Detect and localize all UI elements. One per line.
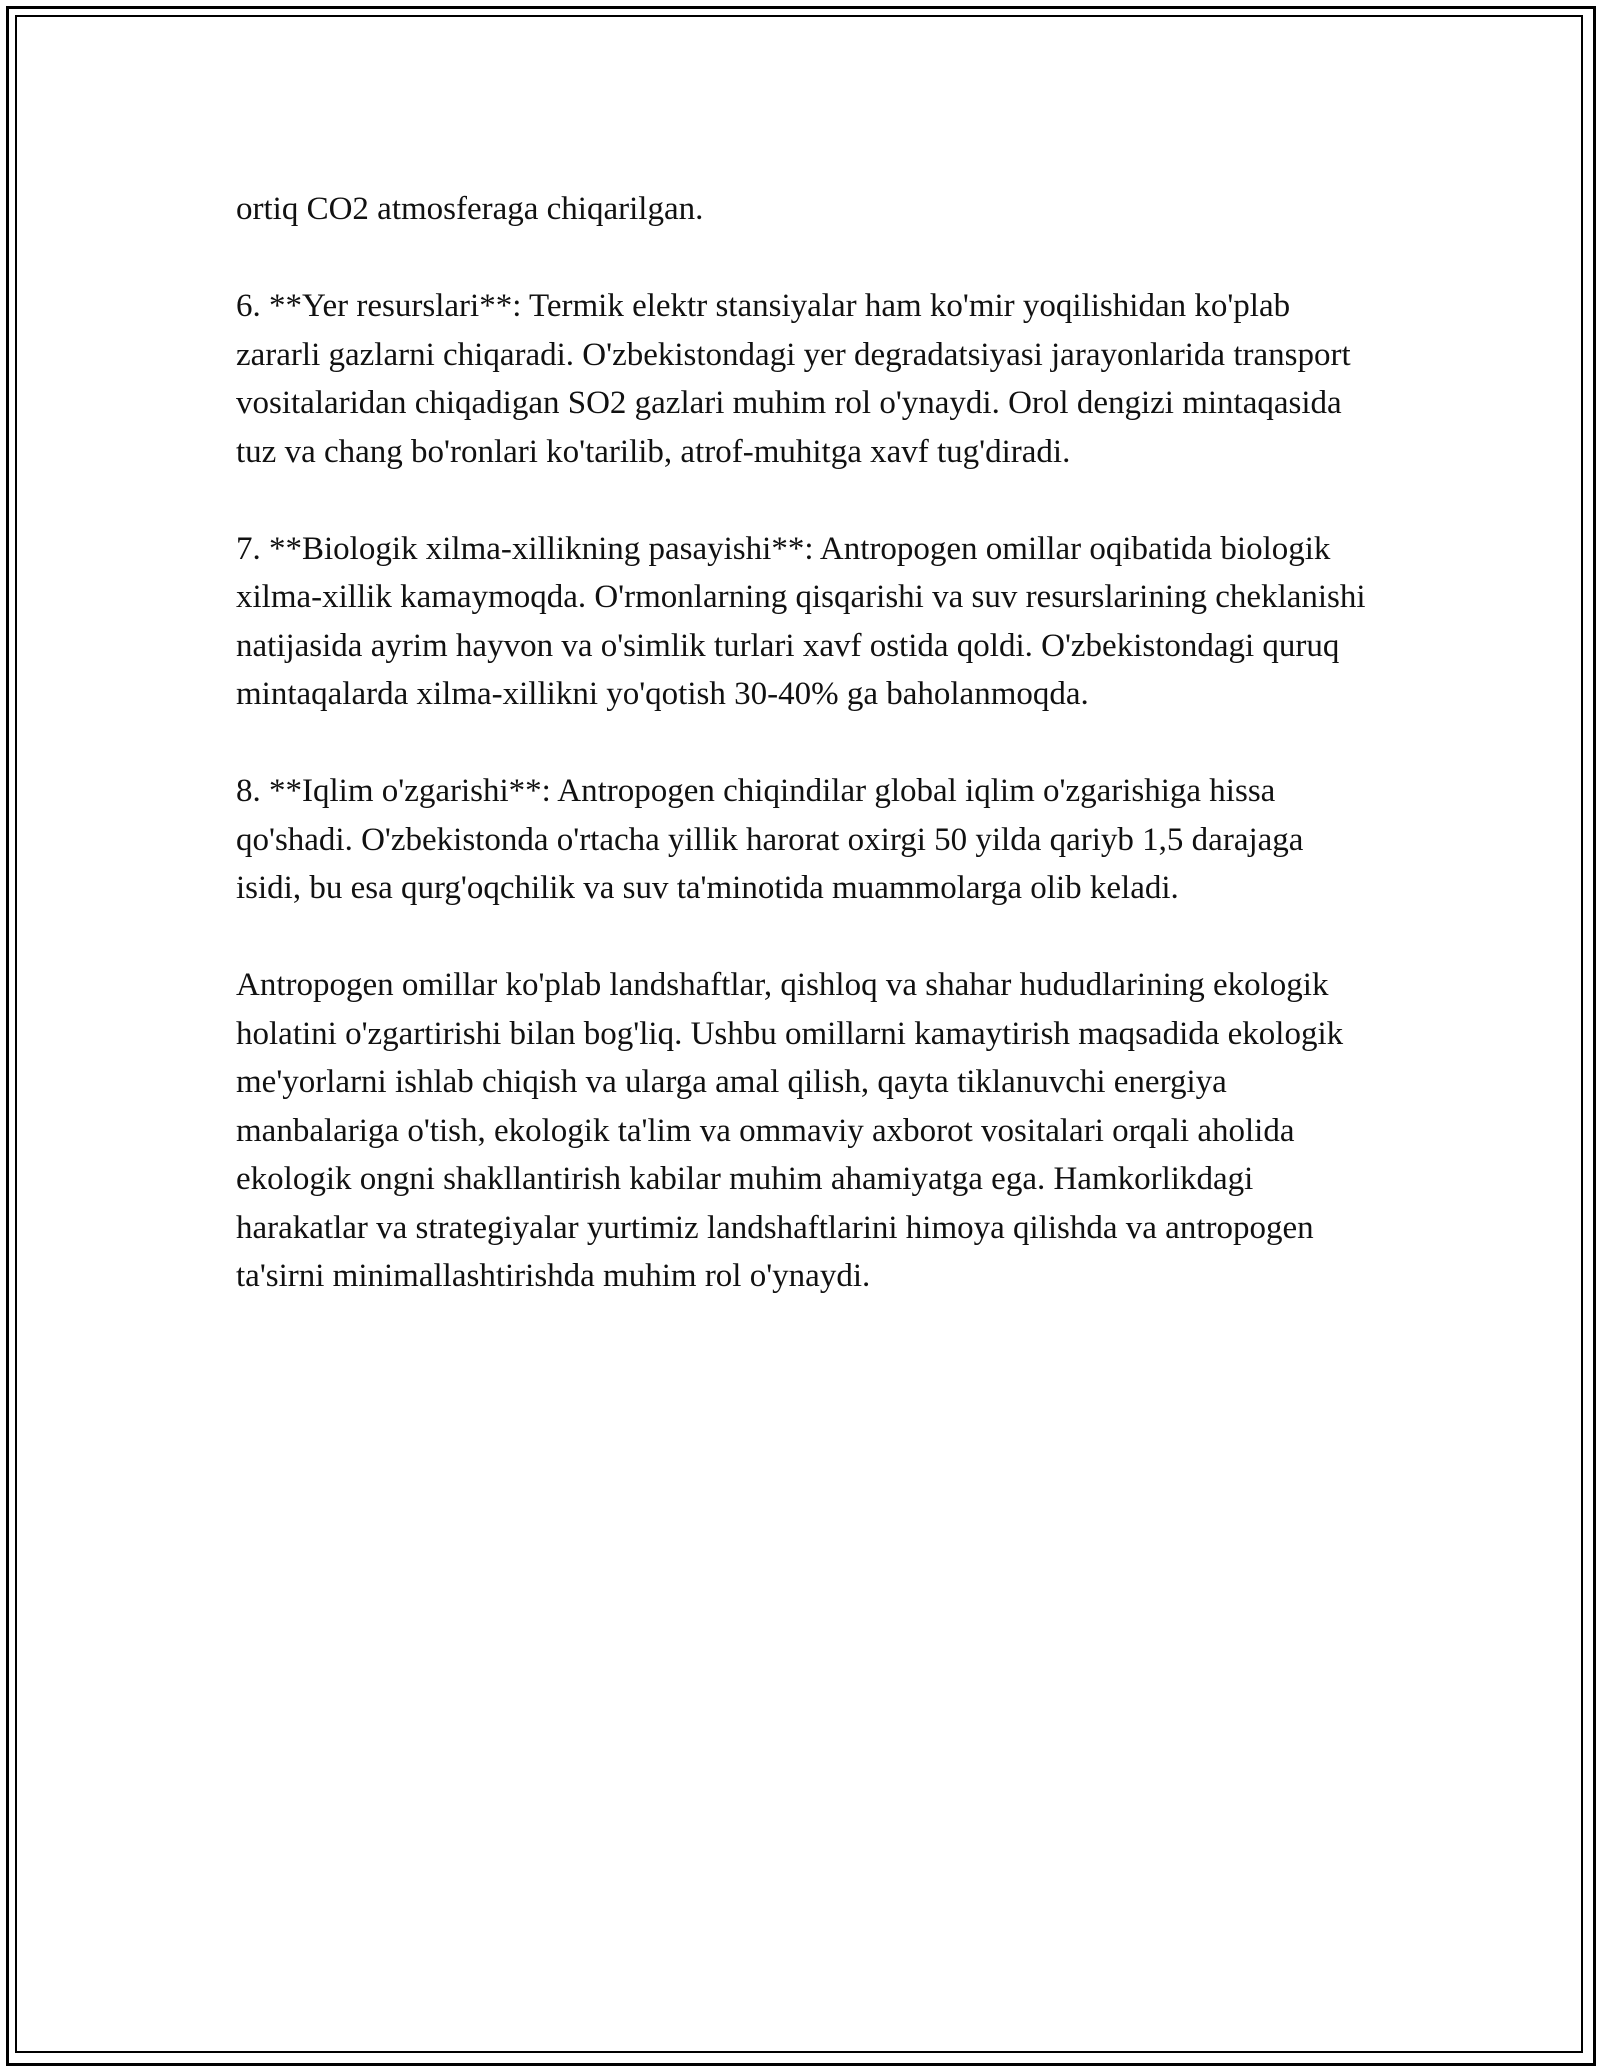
paragraph-co2-continuation: ortiq CO2 atmosferaga chiqarilgan. bbox=[236, 191, 704, 227]
paragraph-yer-resurslari: 6. **Yer resurslari**: Termik elektr stansiyalar ham ko'mir yoqilishidan ko'plab zararli gazlarni chiqaradi. O'zbekistondagi yer degradatsiyasi jarayonlarida transport vositalaridan chiqadigan SO2 gazlari muhim rol o'ynaydi. Orol dengizi mintaqasida tuz va chang bo'ronlari ko'tarilib, atrof-muhitga xavf tug'diradi. bbox=[236, 288, 1351, 470]
document-body bbox=[236, 185, 1376, 1349]
paragraph-conclusion: Antropogen omillar ko'plab landshaftlar, qishloq va shahar hududlarining ekologik holatini o'zgartirishi bilan bog'liq. Ushbu omillarni kamaytirish maqsadida ekologik me'yorlarni ishlab chiqish va ularga amal qilish, qayta tiklanuvchi energiya manbalariga o'tish, ekologik ta'lim va ommaviy axborot vositalari orqali aholida ekologik ongni shakllantirish kabilar muhim ahamiyatga ega. Hamkorlikdagi harakatlar va strategiyalar yurtimiz landshaftlarini himoya qilishda va antropogen ta'sirni minimallashtirishda muhim rol o'ynaydi. bbox=[236, 967, 1344, 1294]
paragraph-biologik-xilma-xillik: 7. **Biologik xilma-xillikning pasayishi**: Antropogen omillar oqibatida biologik xilma-xillik kamaymoqda. O'rmonlarning qisqarishi va suv resurslarining cheklanishi natijasida ayrim hayvon va o'simlik turlari xavf ostida qoldi. O'zbekistondagi quruq mintaqalarda xilma-xillikni yo'qotish 30-40% ga baholanmoqda. bbox=[236, 530, 1366, 712]
paragraph-iqlim-ozgarishi: 8. **Iqlim o'zgarishi**: Antropogen chiqindilar global iqlim o'zgarishiga hissa qo'shadi. O'zbekistonda o'rtacha yillik harorat oxirgi 50 yilda qariyb 1,5 darajaga isidi, bu esa qurg'oqchilik va suv ta'minotida muammolarga olib keladi. bbox=[236, 773, 1304, 906]
